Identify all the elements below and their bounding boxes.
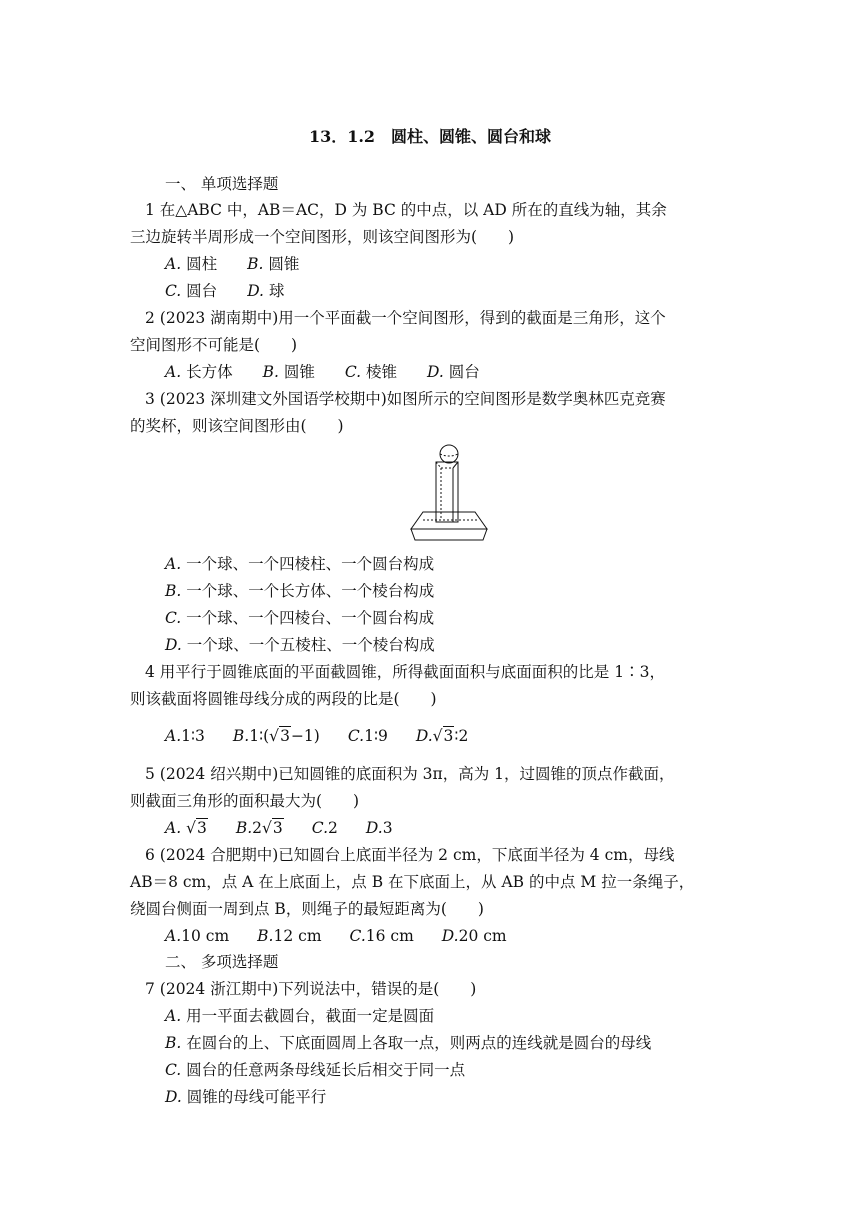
option-text: 一个球、一个四棱台、一个圆台构成 xyxy=(186,609,435,627)
option-text: 棱锥 xyxy=(366,363,398,381)
page-title: 13．1.2 圆柱、圆锥、圆台和球 xyxy=(308,127,552,146)
option-text: 2 xyxy=(328,819,338,837)
option-label: B. xyxy=(262,363,279,381)
frustum-side xyxy=(411,529,487,540)
question-3-line-1: 3 (2023 深圳建文外国语学校期中)如图所示的空间图形是数学奥林匹克竞赛 xyxy=(145,390,666,408)
option-text: 长方体 xyxy=(186,363,233,381)
question-3-option-c xyxy=(165,608,434,628)
trophy-figure xyxy=(405,440,495,545)
question-3-option-d xyxy=(165,635,435,655)
question-3-line-2: 的奖杯，则该空间图形由( ) xyxy=(130,417,344,435)
question-6-line-2: AB＝8 cm，点 A 在上底面上，点 B 在下底面上，从 AB 的中点 M 拉一条绳子， xyxy=(130,873,695,891)
question-2-options xyxy=(165,362,480,382)
question-7-option-c xyxy=(165,1060,465,1080)
radicand: 3 xyxy=(443,727,454,745)
question-7-option-a xyxy=(165,1006,434,1026)
option-label: B. xyxy=(232,727,250,745)
option-label: B. xyxy=(165,1034,182,1052)
section-heading-single-choice: 一、 单项选择题 xyxy=(165,175,279,193)
question-4-options xyxy=(165,726,468,746)
option-label: A. xyxy=(165,819,182,837)
option-label: C. xyxy=(344,363,362,381)
option-label: D. xyxy=(365,819,383,837)
option-text: 一个球、一个五棱柱、一个棱台构成 xyxy=(186,636,435,654)
option-label: D. xyxy=(165,1088,182,1106)
question-1-line-1: 1 在△ABC 中，AB＝AC，D 为 BC 的中点，以 AD 所在的直线为轴，其余 xyxy=(145,201,667,219)
question-2-line-2: 空间图形不可能是( ) xyxy=(130,336,298,354)
option-text: 一个球、一个四棱柱、一个圆台构成 xyxy=(186,555,435,573)
option-label: C. xyxy=(165,282,182,300)
question-1-options-cd xyxy=(165,281,284,301)
option-text: 3 xyxy=(382,819,393,837)
question-3-option-b xyxy=(165,581,434,601)
option-label: B. xyxy=(165,582,182,600)
option-text: 在圆台的上、下底面圆周上各取一点，则两点的连线就是圆台的母线 xyxy=(186,1034,652,1052)
option-text: 2 xyxy=(252,819,263,837)
option-text: 圆台 xyxy=(448,363,480,381)
question-1-line-2: 三边旋转半周形成一个空间图形，则该空间图形为( ) xyxy=(130,228,515,246)
option-label: C. xyxy=(347,727,365,745)
question-4-line-2: 则该截面将圆锥母线分成的两段的比是( ) xyxy=(130,690,437,708)
option-text: 圆锥 xyxy=(283,363,315,381)
option-text: 圆锥的母线可能平行 xyxy=(186,1088,327,1106)
question-4-line-1: 4 用平行于圆锥底面的平面截圆锥，所得截面面积与底面面积的比是 1∶3， xyxy=(145,663,665,681)
sphere-shape xyxy=(440,445,458,463)
option-label: C. xyxy=(165,1061,182,1079)
option-label: A. xyxy=(165,255,182,273)
option-label: B. xyxy=(247,255,264,273)
option-label: A. xyxy=(165,555,182,573)
option-text: 圆柱 xyxy=(186,255,218,273)
option-label: A. xyxy=(165,727,182,745)
option-text: 圆台 xyxy=(186,282,218,300)
option-label: C. xyxy=(311,819,329,837)
radicand: 3 xyxy=(280,727,290,745)
radicand: 3 xyxy=(272,819,283,837)
question-2-line-1: 2 (2023 湖南期中)用一个平面截一个空间图形，得到的截面是三角形，这个 xyxy=(145,309,666,327)
option-label: A. xyxy=(165,927,182,945)
option-label: D. xyxy=(441,927,459,945)
question-5-line-2: 则截面三角形的面积最大为( ) xyxy=(130,792,360,810)
sqrt-expression: √3 xyxy=(186,819,207,837)
option-text: 圆台的任意两条母线延长后相交于同一点 xyxy=(186,1061,466,1079)
option-text: −1) xyxy=(290,727,320,745)
option-text: 10 cm xyxy=(181,927,230,945)
section-heading-multiple-choice: 二、 多项选择题 xyxy=(165,953,279,971)
option-label: D. xyxy=(415,727,433,745)
sqrt-expression: √3 xyxy=(262,819,283,837)
sqrt-expression: √3 xyxy=(269,727,290,745)
sqrt-expression: √3 xyxy=(432,727,454,745)
option-label: B. xyxy=(235,819,253,837)
option-label: C. xyxy=(349,927,366,945)
option-text: 一个球、一个长方体、一个棱台构成 xyxy=(186,582,435,600)
option-label: B. xyxy=(257,927,274,945)
question-5-options xyxy=(165,818,393,838)
option-text: 圆锥 xyxy=(268,255,300,273)
question-3-option-a xyxy=(165,554,434,574)
option-label: D. xyxy=(247,282,264,300)
sphere-equator xyxy=(440,454,458,456)
option-text: 1∶3 xyxy=(181,727,205,745)
question-5-line-1: 5 (2024 绍兴期中)已知圆锥的底面积为 3π，高为 1，过圆锥的顶点作截面， xyxy=(145,765,675,783)
option-text: 用一平面去截圆台，截面一定是圆面 xyxy=(186,1007,435,1025)
option-text: 1∶9 xyxy=(364,727,388,745)
radicand: 3 xyxy=(196,819,207,837)
question-7-option-d xyxy=(165,1087,326,1107)
option-text: 12 cm xyxy=(273,927,322,945)
option-text: ∶2 xyxy=(454,727,469,745)
question-1-options-ab xyxy=(165,254,299,274)
option-text: 16 cm xyxy=(365,927,414,945)
question-6-options xyxy=(165,926,507,946)
question-6-line-1: 6 (2024 合肥期中)已知圆台上底面半径为 2 cm，下底面半径为 4 cm，母线 xyxy=(145,846,675,864)
question-7-line-1: 7 (2024 浙江期中)下列说法中，错误的是( ) xyxy=(145,980,477,998)
option-text: 球 xyxy=(268,282,285,300)
option-label: D. xyxy=(165,636,182,654)
option-label: D. xyxy=(427,363,444,381)
prism-front xyxy=(436,462,458,522)
option-label: C. xyxy=(165,609,182,627)
question-6-line-3: 绕圆台侧面一周到点 B，则绳子的最短距离为( ) xyxy=(130,900,484,918)
question-7-option-b xyxy=(165,1033,651,1053)
option-text: 1∶( xyxy=(249,727,270,745)
option-text: 20 cm xyxy=(458,927,507,945)
option-label: A. xyxy=(165,363,182,381)
option-label: A. xyxy=(165,1007,182,1025)
